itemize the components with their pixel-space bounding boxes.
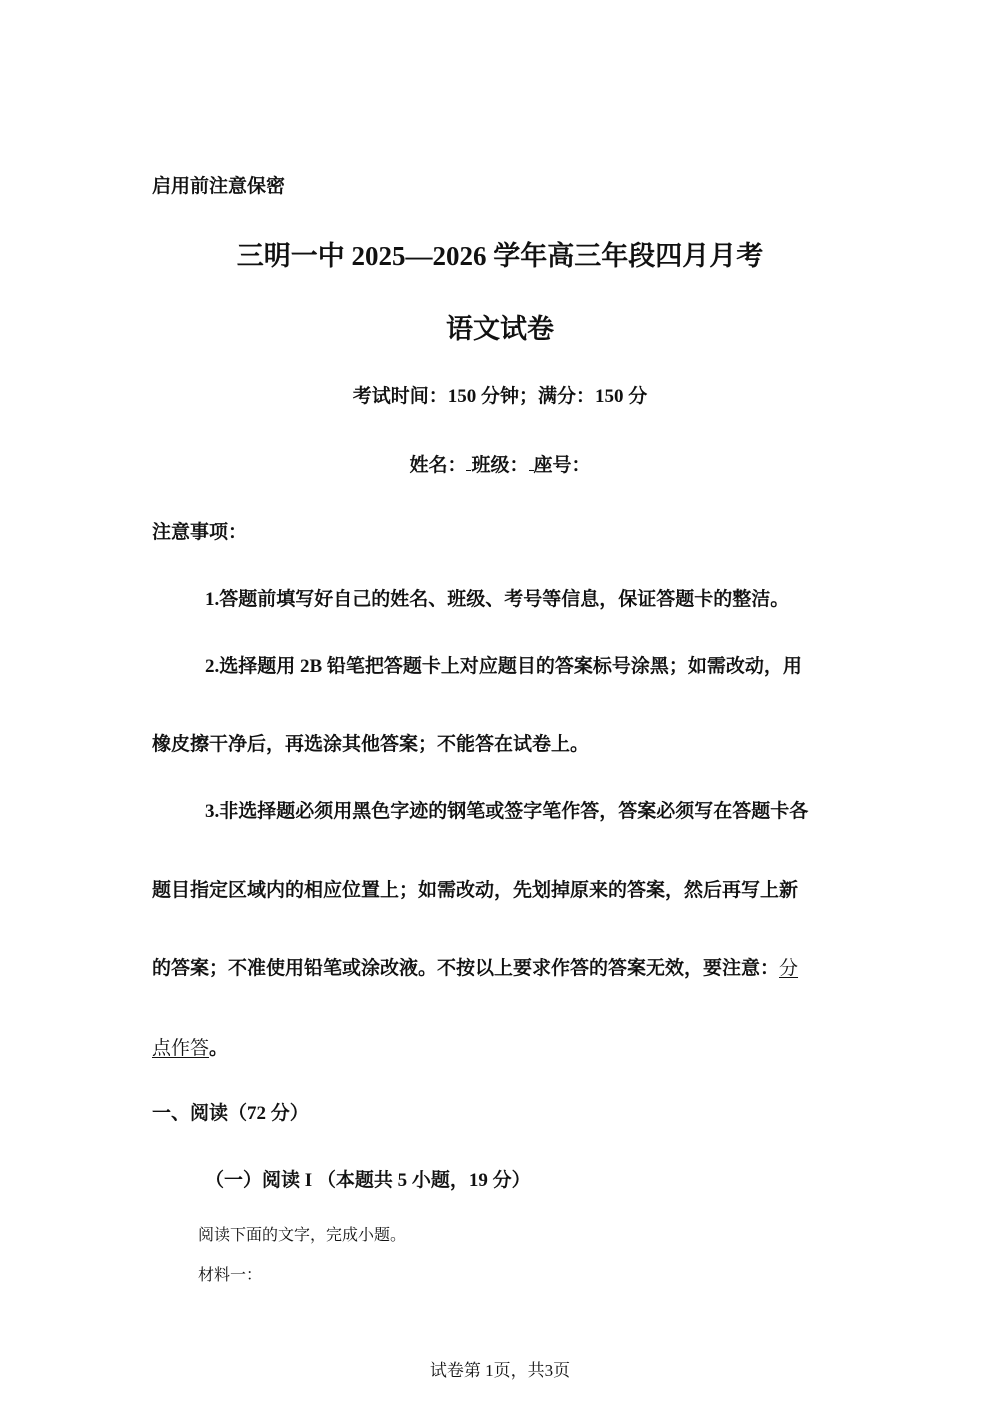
notice-item-3-line-4 <box>152 1033 228 1060</box>
underlined-text-b: 点作答 <box>152 1038 210 1059</box>
seat-field-label: 座号： <box>533 455 591 476</box>
section-1-heading: 一、阅读（72 分） <box>152 1103 309 1124</box>
class-field-label: 班级： <box>471 455 529 476</box>
exam-title: 三明一中 2025—2026 学年高三年段四月月考 <box>236 241 764 271</box>
part-1-heading: （一）阅读 I （本题共 5 小题，19 分） <box>205 1170 531 1191</box>
notice-item-3-line-1: 3.非选择题必须用黑色字迹的钢笔或签字笔作答，答案必须写在答题卡各 <box>205 801 809 822</box>
notice-item-3-line-3 <box>152 953 798 980</box>
exam-time-score: 考试时间：150 分钟；满分：150 分 <box>352 386 648 407</box>
notice-item-3-text: 的答案；不准使用铅笔或涂改液。不按以上要求作答的答案无效，要注意： <box>152 958 780 979</box>
notice-item-3-end: 。 <box>209 1038 229 1059</box>
notice-item-3-line-2: 题目指定区域内的相应位置上；如需改动，先划掉原来的答案，然后再写上新 <box>152 880 799 901</box>
notice-item-1: 1.答题前填写好自己的姓名、班级、考号等信息，保证答题卡的整洁。 <box>205 589 790 610</box>
name-field-label: 姓名： <box>409 455 467 476</box>
notice-item-2-line-2: 橡皮擦干净后，再选涂其他答案；不能答在试卷上。 <box>152 734 590 755</box>
student-info-fields <box>0 450 1000 477</box>
notice-item-2-line-1: 2.选择题用 2B 铅笔把答题卡上对应题目的答案标号涂黑；如需改动，用 <box>205 656 802 677</box>
reading-instruction: 阅读下面的文字，完成小题。 <box>198 1225 407 1244</box>
exam-subtitle: 语文试卷 <box>446 314 554 344</box>
material-label: 材料一： <box>198 1265 263 1284</box>
underlined-text-a: 分 <box>779 958 799 979</box>
confidential-label: 启用前注意保密 <box>152 176 286 197</box>
page-footer: 试卷第 1页，共3页 <box>429 1361 571 1380</box>
notice-heading: 注意事项： <box>152 522 248 543</box>
